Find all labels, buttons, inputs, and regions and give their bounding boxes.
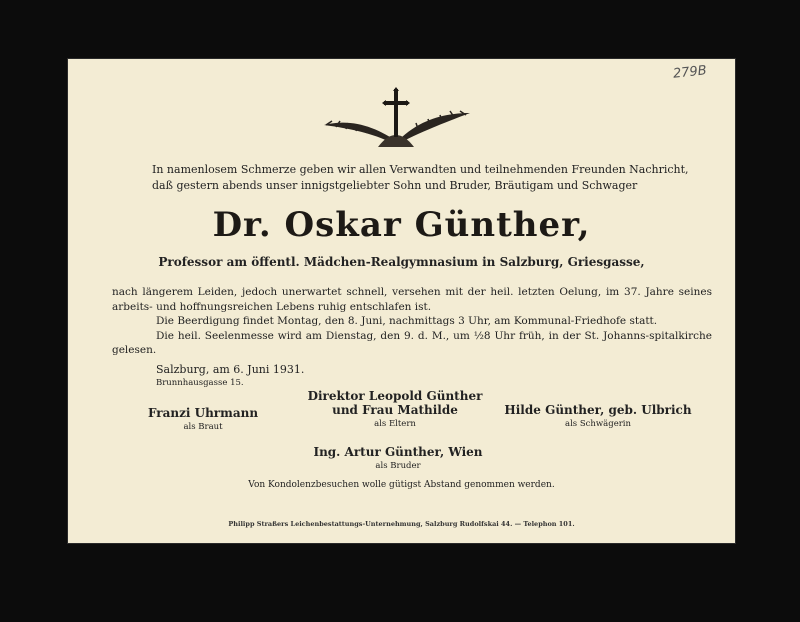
announcement-body [112,285,712,358]
mourner-role: als Schwägerin [565,419,631,429]
mourner-role: als Braut [183,422,223,432]
mourner-name: Hilde Günther, geb. Ulbrich [504,403,692,417]
mourner-role: als Bruder [375,461,421,471]
printer-line: Philipp Straßers Leichenbestattungs-Unternehmung, Salzburg Rudolfskai 44. — Telephon 101. [228,520,575,528]
mourner-name: und Frau Mathilde [332,403,458,417]
condolence-note: Von Kondolenzbesuchen wolle gütigst Abstand genommen werden. [248,480,555,490]
deceased-title: Professor am öffentl. Mädchen-Realgymnasium in Salzburg, Griesgasse, [158,255,645,269]
mourner-bride [128,406,278,432]
mourner-name: Direktor Leopold Günther [307,389,483,403]
mourner-brother [298,445,498,471]
mourner-role: als Eltern [374,419,416,429]
mourner-sister-in-law [498,403,698,429]
mourner-name: Ing. Artur Günther, Wien [313,445,483,459]
place-date: Salzburg, am 6. Juni 1931. [156,363,305,376]
body-paragraph: Die heil. Seelenmesse wird am Dienstag, den 9. d. M., um ½8 Uhr früh, in der St. Johanns-spitalkirche gelesen. [112,329,712,356]
intro-text: In namenlosem Schmerze geben wir allen Verwandten und teilnehmenden Freunden Nachricht, daß gestern abends unser innigstgeliebter Sohn und Bruder, Bräutigam und Schwager [152,163,689,192]
body-paragraph: nach längerem Leiden, jedoch unerwartet schnell, versehen mit der heil. letzten Oelung, im 37. Jahre seines arbeits- und hoffnungsreichen Lebens ruhig entschlafen ist. [112,286,712,313]
archive-number: 279B [672,63,708,82]
cross-palm-ornament-icon [318,85,474,149]
deceased-name: Dr. Oskar Günther, [212,205,591,245]
address: Brunnhausgasse 15. [156,378,244,388]
obituary-card [67,58,736,544]
body-paragraph: Die Beerdigung findet Montag, den 8. Juni, nachmittags 3 Uhr, am Kommunal-Friedhofe statt. [156,315,658,327]
mourner-name: Franzi Uhrmann [147,406,259,420]
mourner-parents [300,389,490,429]
